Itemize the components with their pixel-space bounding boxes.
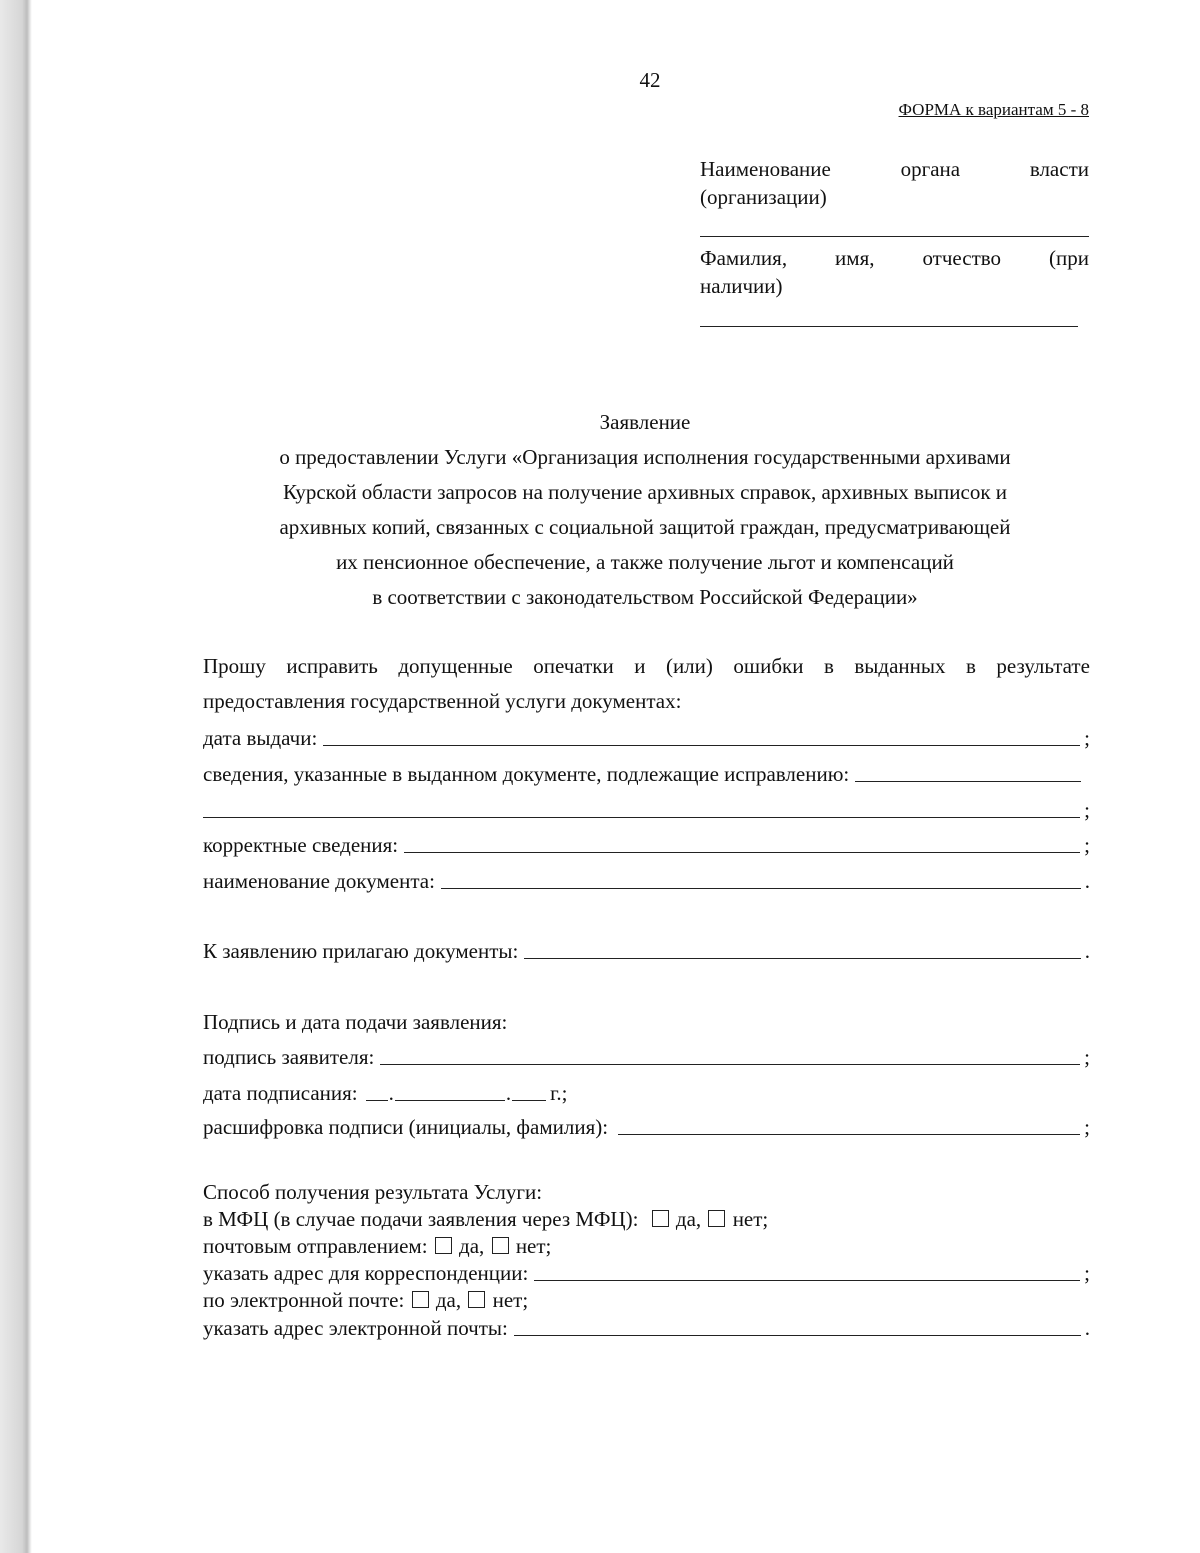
title-heading: Заявление (599, 410, 691, 434)
email-address-row (203, 1316, 1090, 1341)
mfc-no-checkbox[interactable] (708, 1210, 725, 1227)
email-address-label: указать адрес электронной почты: (203, 1316, 508, 1340)
authority-name-caption (700, 155, 1089, 211)
authority-word: органа (900, 157, 961, 181)
request-paragraph (203, 654, 1090, 714)
title-line: о предоставлении Услуги «Организация исполнения государственными архивами (279, 445, 1011, 469)
fio-words-line (700, 244, 1089, 272)
authority-word: Наименование (700, 157, 831, 181)
fio-field[interactable] (700, 326, 1078, 327)
applicant-signature-row (203, 1045, 1090, 1070)
address-label: указать адрес для корреспонденции: (203, 1261, 529, 1285)
form-reference: ФОРМА к вариантам 5 - 8 (898, 100, 1089, 119)
document-name-row (203, 869, 1090, 894)
date-dot: . (505, 1081, 512, 1105)
request-line2: предоставления государственной услуги документах: (203, 689, 682, 713)
issue-date-row (203, 726, 1090, 751)
request-word: результате (996, 654, 1090, 678)
correct-info-row (203, 833, 1090, 858)
signature-decryption-row (203, 1115, 1090, 1140)
row-end-mark: ; (1084, 1045, 1090, 1069)
email-label: по электронной почте: (203, 1288, 405, 1312)
fio-caption (700, 244, 1089, 300)
signing-year-field[interactable] (512, 1100, 546, 1101)
attachments-row (203, 939, 1090, 964)
fio-word: имя, (835, 246, 875, 270)
signing-date-label: дата подписания: (203, 1081, 358, 1105)
fio-line2: наличии) (700, 274, 783, 298)
signature-heading: Подпись и дата подачи заявления: (203, 1010, 508, 1034)
row-end-mark: . (1084, 869, 1090, 893)
attachments-label: К заявлению прилагаю документы: (203, 939, 519, 963)
correct-info-label: корректные сведения: (203, 833, 399, 857)
post-label: почтовым отправлением: (203, 1234, 428, 1258)
authority-words-line (700, 155, 1089, 183)
request-word: исправить (286, 654, 378, 678)
row-end-mark: ; (1084, 833, 1090, 857)
request-word: (или) (665, 654, 713, 678)
mfc-option-row (203, 1207, 768, 1232)
email-yes-checkbox[interactable] (412, 1291, 429, 1308)
mfc-no-label: нет; (732, 1207, 769, 1231)
email-address-field[interactable] (514, 1335, 1081, 1336)
mfc-yes-checkbox[interactable] (652, 1210, 669, 1227)
info-to-correct-continuation-row (203, 798, 1090, 823)
row-end-mark: ; (1084, 726, 1090, 750)
issue-date-label: дата выдачи: (203, 726, 318, 750)
post-yes-checkbox[interactable] (435, 1237, 452, 1254)
authority-line2: (организации) (700, 185, 827, 209)
applicant-signature-field[interactable] (380, 1064, 1080, 1065)
signature-decryption-field[interactable] (618, 1134, 1080, 1135)
post-no-label: нет; (515, 1234, 552, 1258)
email-option-row (203, 1288, 528, 1313)
fio-word: Фамилия, (700, 246, 788, 270)
request-word: в (823, 654, 834, 678)
post-yes-label: да, (459, 1234, 485, 1258)
info-to-correct-row (203, 762, 1081, 787)
row-end-mark: ; (1084, 798, 1090, 822)
document-name-field[interactable] (441, 888, 1081, 889)
email-no-checkbox[interactable] (468, 1291, 485, 1308)
signing-day-field[interactable] (366, 1100, 388, 1101)
info-to-correct-field-continued[interactable] (203, 817, 1080, 818)
post-no-checkbox[interactable] (492, 1237, 509, 1254)
attachments-field[interactable] (524, 958, 1080, 959)
address-row (203, 1261, 1090, 1286)
authority-name-field[interactable] (700, 236, 1089, 237)
signing-date-row (203, 1081, 567, 1106)
request-word: выданных (854, 654, 946, 678)
document-name-label: наименование документа: (203, 869, 435, 893)
year-suffix: г.; (550, 1081, 568, 1105)
signature-decryption-label: расшифровка подписи (инициалы, фамилия): (203, 1115, 609, 1139)
mfc-label: в МФЦ (в случае подачи заявления через МФЦ): (203, 1207, 639, 1231)
post-option-row (203, 1234, 551, 1259)
row-end-mark: . (1084, 1316, 1090, 1340)
email-yes-label: да, (435, 1288, 462, 1312)
title-line: Курской области запросов на получение архивных справок, архивных выписок и (282, 480, 1008, 504)
row-end-mark: . (1084, 939, 1090, 963)
signing-month-field[interactable] (395, 1100, 505, 1101)
title-line: их пенсионное обеспечение, а также получение льгот и компенсаций (336, 550, 954, 574)
row-end-mark: ; (1084, 1261, 1090, 1285)
title-line: в соответствии с законодательством Российской Федерации» (372, 585, 918, 609)
email-no-label: нет; (492, 1288, 529, 1312)
correct-info-field[interactable] (404, 852, 1080, 853)
applicant-signature-label: подпись заявителя: (203, 1045, 375, 1069)
receipt-heading: Способ получения результата Услуги: (203, 1180, 543, 1204)
fio-word: отчество (922, 246, 1002, 270)
authority-word: власти (1029, 157, 1089, 181)
request-line1 (203, 654, 1090, 679)
info-to-correct-label: сведения, указанные в выданном документе, подлежащие исправлению: (203, 762, 850, 786)
request-word: ошибки (733, 654, 804, 678)
title-line: архивных копий, связанных с социальной защитой граждан, предусматривающей (279, 515, 1011, 539)
scan-edge-shadow (0, 0, 32, 1553)
fio-word: (при (1049, 246, 1089, 270)
application-title (200, 405, 1090, 615)
page-number: 42 (639, 68, 661, 92)
request-word: Прошу (203, 654, 266, 678)
row-end-mark: ; (1084, 1115, 1090, 1139)
date-dot: . (388, 1081, 394, 1105)
request-word: и (634, 654, 646, 678)
info-to-correct-field[interactable] (855, 781, 1081, 782)
mfc-yes-label: да, (675, 1207, 702, 1231)
address-field[interactable] (534, 1280, 1080, 1281)
request-word: опечатки (533, 654, 614, 678)
request-word: в (966, 654, 976, 678)
issue-date-field[interactable] (323, 745, 1080, 746)
request-word: допущенные (398, 654, 513, 678)
